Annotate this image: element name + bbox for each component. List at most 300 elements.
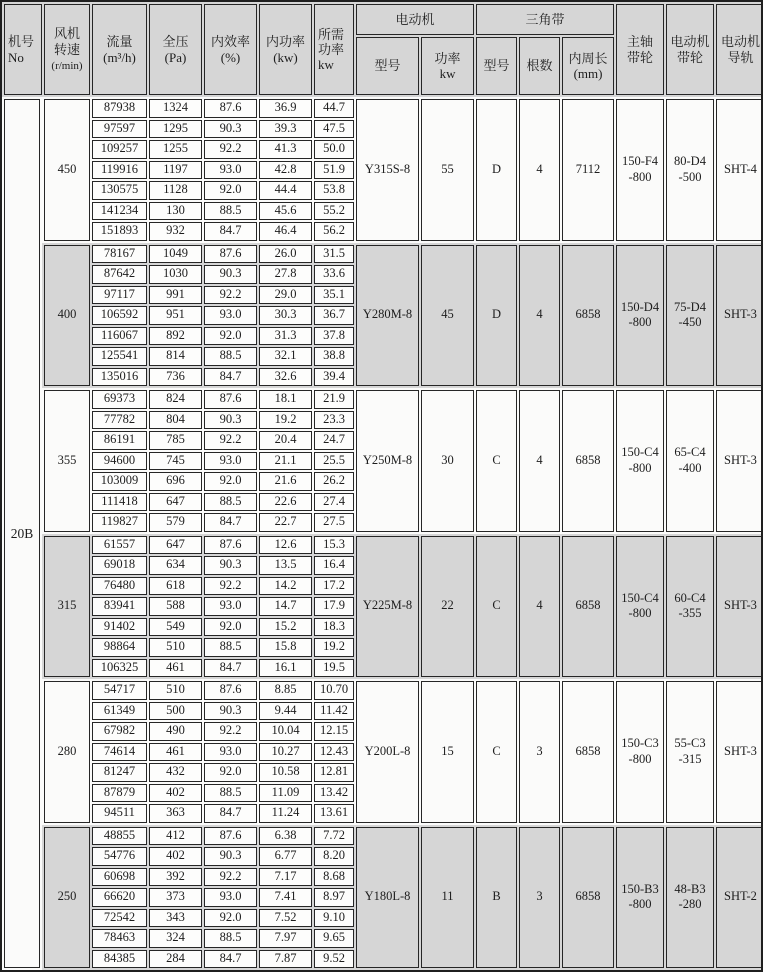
flow-cell: 130575: [92, 181, 147, 200]
motor-pulley-cell-line2: -400: [678, 460, 702, 475]
header-internal-power: [259, 4, 312, 95]
internal-power-cell: 7.97: [259, 929, 312, 948]
motor-pulley-cell-line2: -355: [678, 606, 702, 621]
pressure-cell: 1128: [149, 181, 202, 200]
main-pulley-cell-line2: -800: [628, 606, 652, 621]
flow-cell: 125541: [92, 347, 147, 366]
flow-cell: 77782: [92, 411, 147, 430]
internal-power-cell: 15.2: [259, 618, 312, 637]
efficiency-cell: 87.6: [204, 245, 257, 264]
flow-cell: 87879: [92, 784, 147, 803]
internal-power-cell: 20.4: [259, 431, 312, 450]
pressure-cell: 951: [149, 306, 202, 325]
speed-cell: 250: [44, 827, 90, 969]
speed-group-250: [42, 825, 761, 971]
required-power-cell: 39.4: [314, 368, 354, 387]
internal-power-cell: 8.85: [259, 681, 312, 700]
pressure-cell: 814: [149, 347, 202, 366]
required-power-cell: 55.2: [314, 202, 354, 221]
header-motor-pulley-line2: 带轮: [677, 49, 704, 65]
pressure-cell: 412: [149, 827, 202, 846]
header-belt-length-unit: (mm): [573, 65, 603, 81]
speed-groups: [42, 97, 761, 970]
flow-cell: 109257: [92, 140, 147, 159]
header-internal-power-unit: (kw): [273, 49, 298, 65]
table-row: [44, 681, 763, 700]
internal-power-cell: 11.24: [259, 804, 312, 823]
table-row: [44, 536, 763, 555]
internal-power-cell: 44.4: [259, 181, 312, 200]
header-belt-model: 型号: [476, 37, 517, 95]
motor-model-cell: Y180L-8: [356, 827, 419, 969]
internal-power-cell: 7.17: [259, 868, 312, 887]
header-motor-rail-line2: 导轨: [727, 49, 754, 65]
header-main-pulley: [616, 4, 664, 95]
internal-power-cell: 42.8: [259, 161, 312, 180]
pressure-cell: 500: [149, 702, 202, 721]
speed-group-400: [42, 243, 761, 389]
efficiency-cell: 92.2: [204, 431, 257, 450]
belt-count-cell: 4: [519, 245, 560, 387]
pressure-cell: 363: [149, 804, 202, 823]
required-power-cell: 36.7: [314, 306, 354, 325]
internal-power-cell: 21.6: [259, 472, 312, 491]
header-flow-label: 流量: [106, 34, 133, 50]
flow-cell: 97117: [92, 286, 147, 305]
required-power-cell: 7.72: [314, 827, 354, 846]
belt-count-cell: 4: [519, 536, 560, 678]
flow-cell: 83941: [92, 597, 147, 616]
required-power-cell: 47.5: [314, 120, 354, 139]
internal-power-cell: 29.0: [259, 286, 312, 305]
internal-power-cell: 6.38: [259, 827, 312, 846]
pressure-cell: 510: [149, 681, 202, 700]
efficiency-cell: 92.2: [204, 868, 257, 887]
header-belt-length: [562, 37, 614, 95]
internal-power-cell: 7.87: [259, 950, 312, 969]
internal-power-cell: 12.6: [259, 536, 312, 555]
pressure-cell: 284: [149, 950, 202, 969]
motor-rail-cell: SHT-3: [716, 536, 763, 678]
required-power-cell: 13.42: [314, 784, 354, 803]
pressure-cell: 1049: [149, 245, 202, 264]
pressure-cell: 1197: [149, 161, 202, 180]
main-pulley-cell-line1: 150-B3: [621, 881, 659, 896]
header-required-power-unit: kw: [318, 57, 334, 73]
motor-model-cell: Y225M-8: [356, 536, 419, 678]
motor-pulley-cell: [666, 827, 714, 969]
efficiency-cell: 90.3: [204, 120, 257, 139]
machine-no-column: [2, 97, 42, 970]
efficiency-cell: 92.0: [204, 327, 257, 346]
efficiency-cell: 93.0: [204, 597, 257, 616]
belt-model-cell: D: [476, 99, 517, 241]
flow-cell: 69018: [92, 556, 147, 575]
internal-power-cell: 15.8: [259, 638, 312, 657]
pressure-cell: 461: [149, 659, 202, 678]
pressure-cell: 647: [149, 493, 202, 512]
motor-pulley-cell-line1: 48-B3: [674, 881, 706, 896]
efficiency-cell: 84.7: [204, 368, 257, 387]
belt-model-cell: C: [476, 681, 517, 823]
internal-power-cell: 26.0: [259, 245, 312, 264]
pressure-cell: 1324: [149, 99, 202, 118]
required-power-cell: 21.9: [314, 390, 354, 409]
pressure-cell: 324: [149, 929, 202, 948]
motor-rail-cell: SHT-3: [716, 390, 763, 532]
required-power-cell: 12.81: [314, 763, 354, 782]
table-row: [44, 99, 763, 118]
required-power-cell: 10.70: [314, 681, 354, 700]
motor-power-cell: 22: [421, 536, 474, 678]
header-fan-speed: [44, 4, 90, 95]
efficiency-cell: 87.6: [204, 390, 257, 409]
motor-pulley-cell: [666, 681, 714, 823]
flow-cell: 141234: [92, 202, 147, 221]
flow-cell: 86191: [92, 431, 147, 450]
motor-model-cell: Y250M-8: [356, 390, 419, 532]
motor-power-cell: 15: [421, 681, 474, 823]
speed-group-450: [42, 97, 761, 243]
belt-length-cell: 7112: [562, 99, 614, 241]
header-machine-no-line1: 机号: [8, 34, 35, 50]
flow-cell: 69373: [92, 390, 147, 409]
efficiency-cell: 92.2: [204, 577, 257, 596]
required-power-cell: 19.2: [314, 638, 354, 657]
motor-power-cell: 45: [421, 245, 474, 387]
flow-cell: 119827: [92, 513, 147, 532]
header-motor-power-label: 功率: [434, 50, 461, 66]
motor-pulley-cell: [666, 536, 714, 678]
efficiency-cell: 92.2: [204, 140, 257, 159]
pressure-cell: 745: [149, 452, 202, 471]
flow-cell: 87642: [92, 265, 147, 284]
belt-model-cell: C: [476, 536, 517, 678]
flow-cell: 135016: [92, 368, 147, 387]
motor-pulley-cell-line2: -315: [678, 751, 702, 766]
flow-cell: 111418: [92, 493, 147, 512]
efficiency-cell: 93.0: [204, 161, 257, 180]
flow-cell: 97597: [92, 120, 147, 139]
belt-count-cell: 3: [519, 827, 560, 969]
efficiency-cell: 90.3: [204, 411, 257, 430]
internal-power-cell: 11.09: [259, 784, 312, 803]
required-power-cell: 38.8: [314, 347, 354, 366]
flow-cell: 81247: [92, 763, 147, 782]
header-efficiency-label: 内效率: [210, 34, 250, 50]
belt-count-cell: 4: [519, 99, 560, 241]
efficiency-cell: 93.0: [204, 306, 257, 325]
header-required-power-line2: 功率: [318, 41, 345, 57]
header-fan-speed-line1: 风机: [53, 26, 80, 42]
table-body: [2, 97, 761, 970]
header-motor-model: 型号: [356, 37, 419, 95]
efficiency-cell: 88.5: [204, 202, 257, 221]
efficiency-cell: 87.6: [204, 536, 257, 555]
required-power-cell: 8.20: [314, 847, 354, 866]
flow-cell: 76480: [92, 577, 147, 596]
flow-cell: 106325: [92, 659, 147, 678]
flow-cell: 87938: [92, 99, 147, 118]
belt-length-cell: 6858: [562, 390, 614, 532]
main-pulley-cell: [616, 827, 664, 969]
efficiency-cell: 84.7: [204, 950, 257, 969]
motor-model-cell: Y200L-8: [356, 681, 419, 823]
flow-cell: 74614: [92, 743, 147, 762]
motor-pulley-cell-line2: -280: [678, 897, 702, 912]
efficiency-cell: 92.2: [204, 286, 257, 305]
belt-length-cell: 6858: [562, 681, 614, 823]
main-pulley-cell-line1: 150-C4: [621, 445, 659, 460]
pressure-cell: 373: [149, 888, 202, 907]
required-power-cell: 37.8: [314, 327, 354, 346]
main-pulley-cell: [616, 99, 664, 241]
efficiency-cell: 93.0: [204, 743, 257, 762]
efficiency-cell: 88.5: [204, 347, 257, 366]
header-belt-length-label: 内周长: [568, 50, 608, 66]
flow-cell: 54776: [92, 847, 147, 866]
header-motor-power-unit: kw: [439, 65, 456, 81]
header-internal-power-label: 内功率: [265, 34, 305, 50]
header-fan-speed-line2: 转速: [53, 41, 80, 57]
internal-power-cell: 13.5: [259, 556, 312, 575]
internal-power-cell: 32.1: [259, 347, 312, 366]
pressure-cell: 991: [149, 286, 202, 305]
flow-cell: 61349: [92, 702, 147, 721]
internal-power-cell: 39.3: [259, 120, 312, 139]
required-power-cell: 19.5: [314, 659, 354, 678]
required-power-cell: 17.2: [314, 577, 354, 596]
internal-power-cell: 32.6: [259, 368, 312, 387]
required-power-cell: 18.3: [314, 618, 354, 637]
motor-rail-cell: SHT-2: [716, 827, 763, 969]
required-power-cell: 9.52: [314, 950, 354, 969]
pressure-cell: 892: [149, 327, 202, 346]
motor-rail-cell: SHT-3: [716, 245, 763, 387]
pressure-cell: 432: [149, 763, 202, 782]
internal-power-cell: 19.2: [259, 411, 312, 430]
required-power-cell: 27.4: [314, 493, 354, 512]
efficiency-cell: 90.3: [204, 265, 257, 284]
header-fan-speed-unit: (r/min): [51, 59, 83, 72]
efficiency-cell: 92.0: [204, 181, 257, 200]
motor-power-cell: 30: [421, 390, 474, 532]
belt-length-cell: 6858: [562, 536, 614, 678]
required-power-cell: 11.42: [314, 702, 354, 721]
pressure-cell: 402: [149, 847, 202, 866]
pressure-cell: 461: [149, 743, 202, 762]
speed-cell: 400: [44, 245, 90, 387]
pressure-cell: 696: [149, 472, 202, 491]
flow-cell: 103009: [92, 472, 147, 491]
speed-group-315: [42, 534, 761, 680]
efficiency-cell: 84.7: [204, 513, 257, 532]
belt-model-cell: C: [476, 390, 517, 532]
motor-pulley-cell-line1: 55-C3: [674, 736, 706, 751]
internal-power-cell: 10.58: [259, 763, 312, 782]
main-pulley-cell-line1: 150-D4: [620, 299, 660, 314]
main-pulley-cell: [616, 536, 664, 678]
pressure-cell: 579: [149, 513, 202, 532]
pressure-cell: 804: [149, 411, 202, 430]
efficiency-cell: 92.2: [204, 722, 257, 741]
main-pulley-cell-line1: 150-F4: [621, 154, 659, 169]
internal-power-cell: 46.4: [259, 222, 312, 241]
efficiency-cell: 84.7: [204, 804, 257, 823]
main-pulley-cell-line2: -800: [628, 460, 652, 475]
speed-cell: 355: [44, 390, 90, 532]
header-pressure-unit: (Pa): [164, 49, 187, 65]
internal-power-cell: 14.2: [259, 577, 312, 596]
speed-group-280: [42, 679, 761, 825]
internal-power-cell: 31.3: [259, 327, 312, 346]
main-pulley-cell: [616, 390, 664, 532]
pressure-cell: 343: [149, 909, 202, 928]
efficiency-cell: 90.3: [204, 847, 257, 866]
pressure-cell: 588: [149, 597, 202, 616]
header-machine-no-line2: No: [8, 49, 24, 65]
required-power-cell: 26.2: [314, 472, 354, 491]
flow-cell: 84385: [92, 950, 147, 969]
required-power-cell: 9.65: [314, 929, 354, 948]
header-belt-group: 三角带: [476, 4, 614, 35]
main-pulley-cell: [616, 681, 664, 823]
internal-power-cell: 22.7: [259, 513, 312, 532]
required-power-cell: 50.0: [314, 140, 354, 159]
flow-cell: 116067: [92, 327, 147, 346]
internal-power-cell: 22.6: [259, 493, 312, 512]
flow-cell: 106592: [92, 306, 147, 325]
main-pulley-cell: [616, 245, 664, 387]
flow-cell: 78167: [92, 245, 147, 264]
header-belt-count: 根数: [519, 37, 560, 95]
motor-rail-cell: SHT-4: [716, 99, 763, 241]
main-pulley-cell-line2: -800: [628, 897, 652, 912]
efficiency-cell: 88.5: [204, 784, 257, 803]
flow-cell: 54717: [92, 681, 147, 700]
pressure-cell: 785: [149, 431, 202, 450]
required-power-cell: 8.97: [314, 888, 354, 907]
internal-power-cell: 10.27: [259, 743, 312, 762]
efficiency-cell: 88.5: [204, 638, 257, 657]
motor-pulley-cell: [666, 99, 714, 241]
header-motor-pulley-line1: 电动机: [670, 34, 710, 50]
header-machine-no: [4, 4, 42, 95]
pressure-cell: 490: [149, 722, 202, 741]
required-power-cell: 13.61: [314, 804, 354, 823]
motor-pulley-cell-line2: -500: [678, 169, 702, 184]
required-power-cell: 25.5: [314, 452, 354, 471]
belt-length-cell: 6858: [562, 245, 614, 387]
header-motor-group: 电动机: [356, 4, 474, 35]
motor-power-cell: 11: [421, 827, 474, 969]
header-efficiency: [204, 4, 257, 95]
internal-power-cell: 21.1: [259, 452, 312, 471]
internal-power-cell: 7.52: [259, 909, 312, 928]
required-power-cell: 16.4: [314, 556, 354, 575]
flow-cell: 151893: [92, 222, 147, 241]
flow-cell: 91402: [92, 618, 147, 637]
header-main-pulley-line1: 主轴: [627, 34, 654, 50]
pressure-cell: 402: [149, 784, 202, 803]
header-motor-power: [421, 37, 474, 95]
required-power-cell: 27.5: [314, 513, 354, 532]
table-row: [44, 245, 763, 264]
required-power-cell: 23.3: [314, 411, 354, 430]
motor-rail-cell: SHT-3: [716, 681, 763, 823]
motor-pulley-cell-line1: 80-D4: [674, 154, 706, 169]
required-power-cell: 56.2: [314, 222, 354, 241]
flow-cell: 94511: [92, 804, 147, 823]
motor-pulley-cell: [666, 245, 714, 387]
header-pressure-label: 全压: [162, 34, 189, 50]
internal-power-cell: 6.77: [259, 847, 312, 866]
speed-group-355: [42, 388, 761, 534]
main-pulley-cell-line1: 150-C3: [621, 736, 659, 751]
header-motor-pulley: [666, 4, 714, 95]
efficiency-cell: 87.6: [204, 827, 257, 846]
internal-power-cell: 9.44: [259, 702, 312, 721]
efficiency-cell: 88.5: [204, 493, 257, 512]
table-row: [44, 827, 763, 846]
efficiency-cell: 93.0: [204, 452, 257, 471]
efficiency-cell: 88.5: [204, 929, 257, 948]
table-header: [2, 2, 763, 97]
belt-model-cell: D: [476, 245, 517, 387]
header-motor-rail: [716, 4, 763, 95]
belt-model-cell: B: [476, 827, 517, 969]
flow-cell: 67982: [92, 722, 147, 741]
required-power-cell: 17.9: [314, 597, 354, 616]
required-power-cell: 9.10: [314, 909, 354, 928]
efficiency-cell: 92.0: [204, 763, 257, 782]
pressure-cell: 1295: [149, 120, 202, 139]
efficiency-cell: 87.6: [204, 99, 257, 118]
internal-power-cell: 30.3: [259, 306, 312, 325]
flow-cell: 48855: [92, 827, 147, 846]
header-required-power: [314, 4, 354, 95]
required-power-cell: 51.9: [314, 161, 354, 180]
required-power-cell: 15.3: [314, 536, 354, 555]
header-main-pulley-line2: 带轮: [627, 49, 654, 65]
header-pressure: [149, 4, 202, 95]
motor-pulley-cell-line1: 60-C4: [674, 590, 706, 605]
motor-pulley-cell-line2: -450: [678, 315, 702, 330]
flow-cell: 60698: [92, 868, 147, 887]
required-power-cell: 31.5: [314, 245, 354, 264]
required-power-cell: 8.68: [314, 868, 354, 887]
motor-pulley-cell: [666, 390, 714, 532]
header-flow-unit: (m³/h): [103, 49, 136, 65]
efficiency-cell: 92.0: [204, 472, 257, 491]
speed-cell: 450: [44, 99, 90, 241]
pressure-cell: 647: [149, 536, 202, 555]
internal-power-cell: 41.3: [259, 140, 312, 159]
table-row: [44, 390, 763, 409]
motor-model-cell: Y280M-8: [356, 245, 419, 387]
flow-cell: 94600: [92, 452, 147, 471]
main-pulley-cell-line2: -800: [628, 315, 652, 330]
internal-power-cell: 45.6: [259, 202, 312, 221]
motor-model-cell: Y315S-8: [356, 99, 419, 241]
pressure-cell: 634: [149, 556, 202, 575]
flow-cell: 78463: [92, 929, 147, 948]
efficiency-cell: 84.7: [204, 659, 257, 678]
required-power-cell: 35.1: [314, 286, 354, 305]
pressure-cell: 932: [149, 222, 202, 241]
pressure-cell: 1255: [149, 140, 202, 159]
required-power-cell: 33.6: [314, 265, 354, 284]
